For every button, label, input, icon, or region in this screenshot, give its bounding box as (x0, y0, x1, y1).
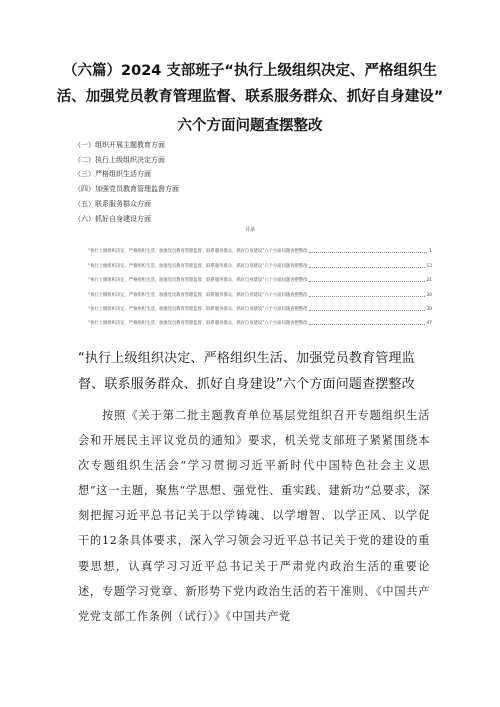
toc-entry-page: 12 (426, 263, 432, 269)
toc-entry[interactable] (88, 298, 432, 312)
outline-item: （四）加强党员教育管理监督方面 (74, 185, 179, 194)
outline-item: （三）严格组织生活方面 (74, 170, 151, 179)
outline-list (74, 138, 374, 226)
toc-leader-dots (309, 281, 424, 282)
body-paragraph: 按照《关于第二批主题教育单位基层党组织召开专题组织生活会和开展民主评议党员的通知》要求，机关党支部班子紧紧围绕本次专题组织生活会“学习贯彻习近平新时代中国特色社会主义思想”这一主题，聚焦“学思想、强党性、重实践、建新功”总要求，深刻把握习近平总书记关于以学铸魂、以学增智、以学正风、以学促干的12条具体要求，深入学习领会习近平总书记关于党的建设的重要思想，认真学习习近平总书记关于严肃党内政治生活的重要论述，专题学习党章、新形势下党内政治生活的若干准则、《中国共产党党支部工作条例（试行）》《中国共产党 (78, 409, 430, 623)
toc-entry-text: “执行上级组织决定、严格组织生活、加强党员教育管理监督、联系服务群众、抓好自身建设”六个方面问题查摆整改 (88, 263, 308, 269)
toc-entry-text: “执行上级组织决定、严格组织生活、加强党员教育管理监督、联系服务群众、抓好自身建设”六个方面问题查摆整改 (88, 292, 308, 298)
toc-leader-dots (309, 296, 424, 297)
toc-leader-dots (309, 324, 424, 325)
toc-entry-page: 47 (426, 321, 432, 327)
toc-leader-dots (309, 267, 424, 268)
toc-entry-text: “执行上级组织决定、严格组织生活、加强党员教育管理监督、联系服务群众、抓好自身建设”六个方面问题查摆整改 (88, 306, 308, 312)
title-line-1: （六篇）2024 支部班子“执行上级组织决定、严格组织生 (63, 63, 437, 79)
document-subtitle: 六个方面问题查摆整改 (177, 118, 323, 134)
outline-item: （六）抓好自身建设方面 (74, 214, 151, 223)
toc-entry[interactable] (88, 312, 432, 326)
toc-entry[interactable] (88, 283, 432, 297)
outline-item: （五）联系服务群众方面 (74, 199, 151, 208)
toc-leader-dots (309, 310, 424, 311)
toc-entry[interactable] (88, 240, 432, 254)
outline-item: （一）组织开展主题教育方面 (74, 141, 165, 149)
toc-entry[interactable] (88, 254, 432, 268)
toc-entry-text: “执行上级组织决定、严格组织生活、加强党员教育管理监督、联系服务群众、抓好自身建设”六个方面问题查摆整改 (88, 321, 308, 327)
toc-entry-page: 39 (426, 306, 432, 312)
title-line-2: 活、加强党员教育管理监督、联系服务群众、抓好自身建设” (56, 89, 444, 105)
toc-entry-text: “执行上级组织决定、严格组织生活、加强党员教育管理监督、联系服务群众、抓好自身建设”六个方面问题查摆整改 (88, 278, 308, 284)
outline-item: （二）执行上级组织决定方面 (74, 155, 165, 164)
toc-entry-text: “执行上级组织决定、严格组织生活、加强党员教育管理监督、联系服务群众、抓好自身建设”六个方面问题查摆整改 (88, 249, 308, 255)
section-heading: “执行上级组织决定、严格组织生活、加强党员教育管理监督、联系服务群众、抓好自身建设”六个方面问题查摆整改 (78, 351, 415, 392)
document-title (40, 58, 460, 110)
toc-leader-dots (309, 252, 427, 253)
table-of-contents (88, 240, 432, 326)
toc-entry-page: 21 (426, 278, 432, 284)
toc-heading: 目录 (244, 227, 255, 233)
toc-entry-page: 30 (426, 292, 432, 298)
toc-entry[interactable] (88, 269, 432, 283)
toc-entry-page: 1 (429, 249, 432, 255)
